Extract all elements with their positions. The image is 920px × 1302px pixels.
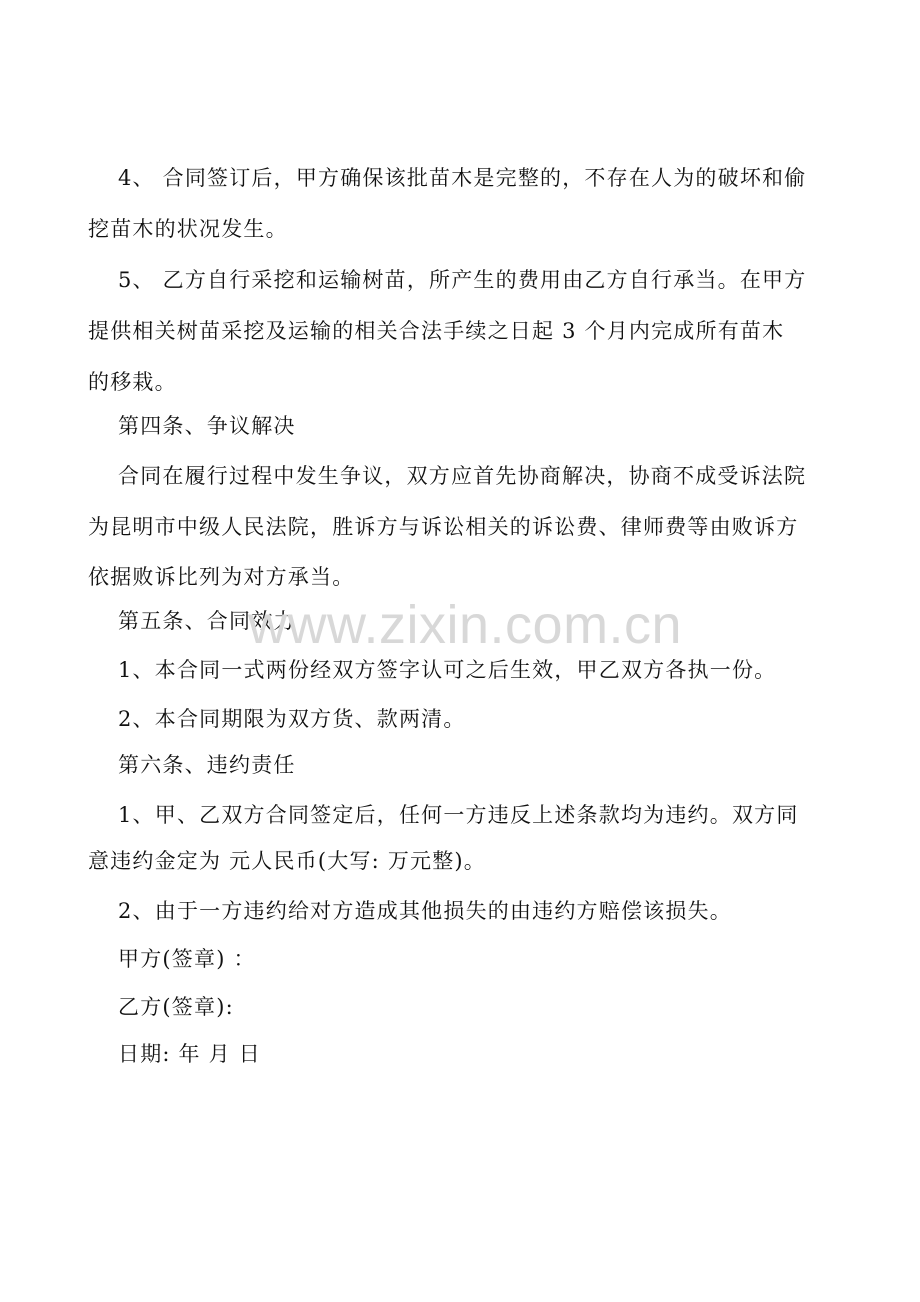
article-4-line-2: 为昆明市中级人民法院，胜诉方与诉讼相关的诉讼费、律师费等由败诉方	[88, 515, 799, 539]
article-6-item-1-line-1: 1、甲、乙双方合同签定后，任何一方违反上述条款均为违约。双方同	[118, 803, 799, 827]
clause-4-line-1: 4、 合同签订后，甲方确保该批苗木是完整的，不存在人为的破坏和偷	[118, 166, 807, 190]
party-a-signature-line: 甲方(签章) ：	[118, 947, 256, 971]
clause-5-line-1: 5、 乙方自行采挖和运输树苗，所产生的费用由乙方自行承当。在甲方	[118, 268, 807, 292]
article-6-heading: 第六条、违约责任	[118, 753, 296, 777]
article-5-item-1: 1、本合同一式两份经双方签字认可之后生效，甲乙双方各执一份。	[118, 658, 777, 682]
watermark-text: www.zixin.com.cn	[248, 595, 683, 655]
article-5-item-2: 2、本合同期限为双方货、款两清。	[118, 707, 466, 731]
clause-5-line-2: 提供相关树苗采挖及运输的相关合法手续之日起 3 个月内完成所有苗木	[88, 319, 785, 343]
clause-4-line-2: 挖苗木的状况发生。	[88, 217, 288, 241]
article-6-item-1-line-2: 意违约金定为 元人民币(大写: 万元整)。	[88, 849, 487, 873]
article-4-line-3: 依据败诉比列为对方承当。	[88, 565, 355, 589]
article-4-line-1: 合同在履行过程中发生争议，双方应首先协商解决，协商不成受诉法院	[118, 464, 807, 488]
article-6-item-2: 2、由于一方违约给对方造成其他损失的由违约方赔偿该损失。	[118, 899, 732, 923]
article-5-heading: 第五条、合同效力	[118, 609, 296, 633]
clause-5-line-3: 的移栽。	[88, 370, 177, 394]
date-line: 日期: 年 月 日	[118, 1042, 261, 1066]
article-4-heading: 第四条、争议解决	[118, 414, 296, 438]
party-b-signature-line: 乙方(签章):	[118, 995, 234, 1019]
